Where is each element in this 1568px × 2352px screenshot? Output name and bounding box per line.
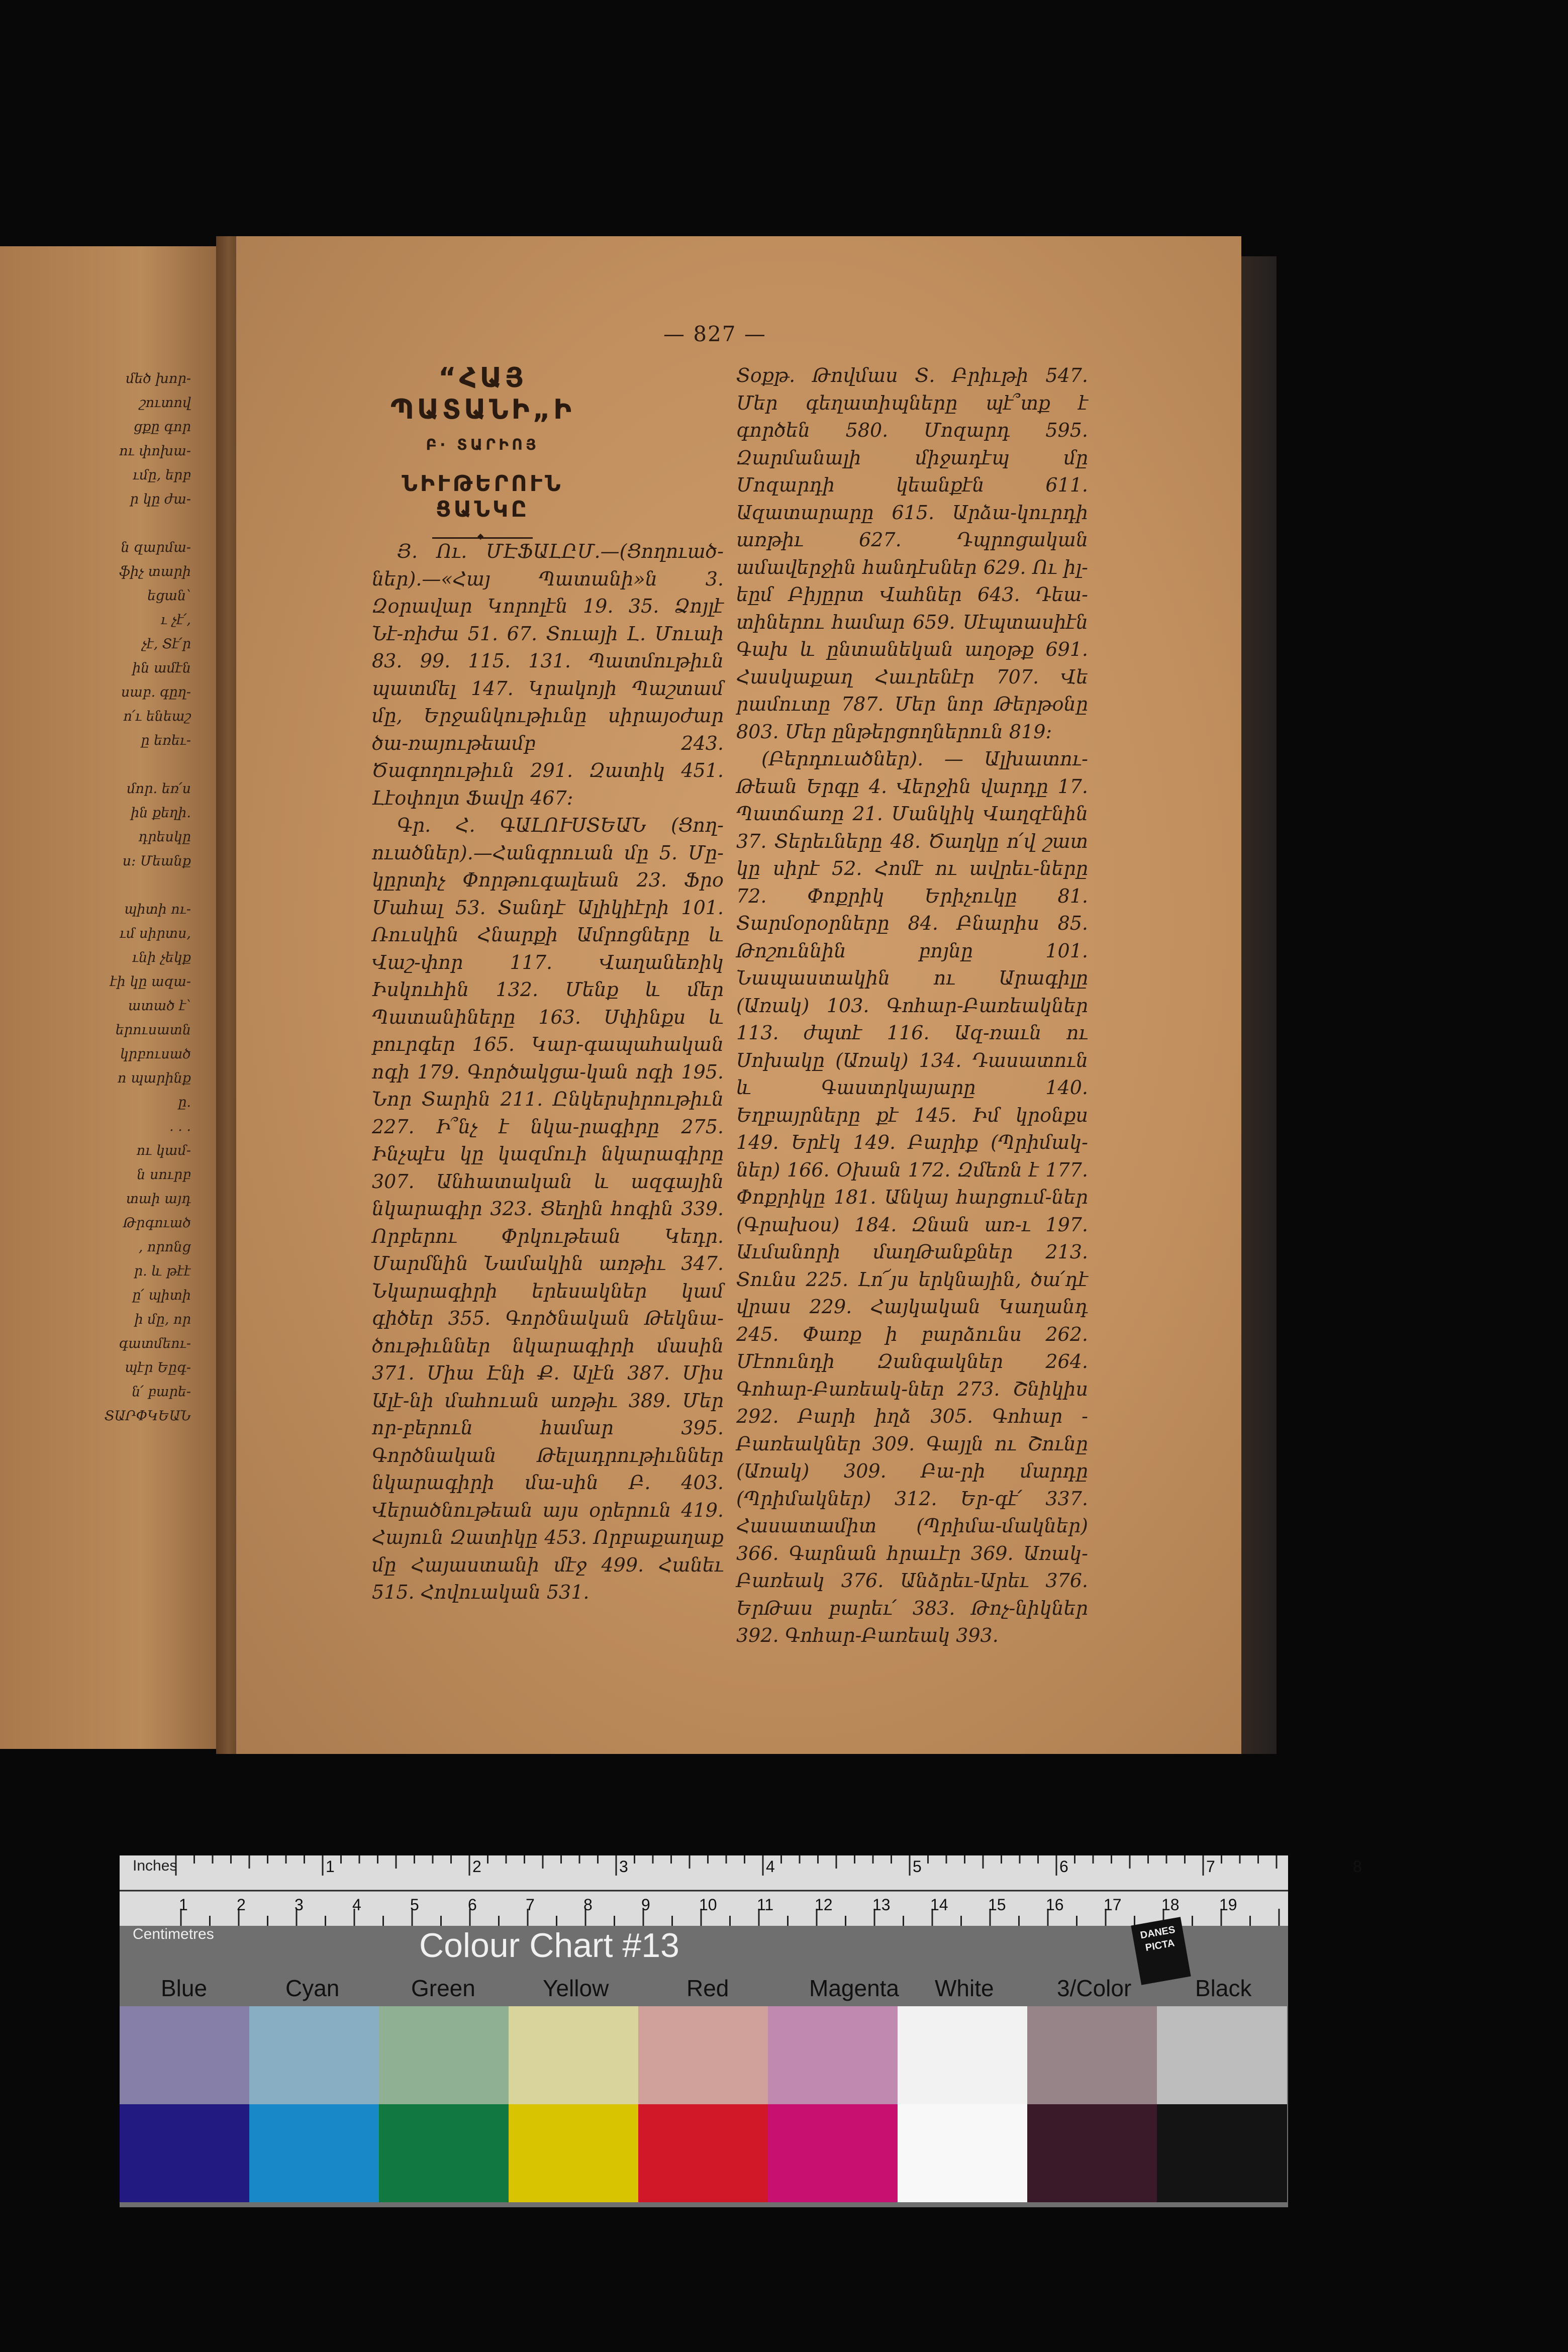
left-page-line: շուտով bbox=[139, 395, 191, 411]
dark-swatch bbox=[120, 2104, 250, 2202]
swatch-label: Magenta bbox=[809, 1975, 900, 2001]
cm-number: 14 bbox=[930, 1896, 948, 1914]
left-page-line: մոր. եռ՛ս bbox=[127, 781, 191, 797]
inch-number: 7 bbox=[1206, 1857, 1215, 1876]
left-page-line: . . . bbox=[169, 1119, 191, 1134]
left-page bbox=[0, 246, 236, 1749]
cm-number: 4 bbox=[352, 1896, 361, 1914]
section-title: ՆԻՒԹԵՐՈՒՆ ՑԱՆԿԸ bbox=[402, 471, 563, 522]
inch-number: 1 bbox=[326, 1857, 335, 1876]
left-page-line: ատած է՝ bbox=[128, 998, 191, 1014]
swatch-label: Red bbox=[687, 1975, 729, 2001]
index-column-left bbox=[372, 538, 724, 1606]
left-page-line: ին ամէն bbox=[132, 660, 191, 676]
dark-swatch bbox=[379, 2104, 509, 2202]
light-swatch bbox=[509, 2006, 639, 2104]
swatch-label: Cyan bbox=[285, 1975, 340, 2001]
left-page-line: ւմը, երբ bbox=[133, 467, 191, 483]
left-page-line: ու փոխա- bbox=[119, 443, 191, 459]
left-page-line: ւ չէ՛, bbox=[160, 612, 191, 628]
left-page-line: ի մը, որ bbox=[134, 1312, 191, 1327]
inch-number: 4 bbox=[766, 1857, 775, 1876]
light-swatch bbox=[1157, 2006, 1287, 2104]
light-swatch bbox=[120, 2006, 250, 2104]
left-page-line: պիտի ու- bbox=[124, 902, 191, 917]
left-page-line: ՏԱՐՓԿԵԱՆ bbox=[104, 1408, 191, 1424]
dark-swatch bbox=[638, 2104, 768, 2202]
left-page-line: ո պարինք bbox=[118, 1070, 191, 1086]
swatch-label: Blue bbox=[161, 1975, 208, 2001]
page-title: “ՀԱՅ ՊԱՏԱՆԻ„Ի bbox=[390, 362, 575, 425]
cm-number: 17 bbox=[1104, 1896, 1122, 1914]
left-page-line: չէ, Տէ՛ր bbox=[142, 636, 191, 652]
left-page-line: էի կը ազա- bbox=[110, 974, 191, 990]
page-number: — 827 — bbox=[663, 322, 766, 346]
light-swatch bbox=[249, 2006, 379, 2104]
index-entry: Գր. Հ. ԳԱԼՈՒՍՏԵԱՆ (Ցող-ուածներ).—Հանգրուան մը 5. Մը-կըրտիչ Փորթուգալեան 23. Ֆրօ Մահալ 53. Տանդէ Ալիկիէրի 101. Ռուսկին Հնարքի Ամրոցները և Վաշ-փոր 117. Վաղանեռիկ Իսկուհին 132. Մենք և մեր Պատանիները 163. Սփինքս և բուրգեր 165. Կար-գապահական ոգի 179. Գործակցա-կան ոգի 195. Նոր Տարին 211. Ընկերսիրութիւն 227. Ի՞նչ է նկա-րագիրը 275. Ինչպէս կը կազմուի նկարագիրը 307. Անհատական և ազգային նկարագիր 323. Ցեղին հոգին 339. Որբերու Փրկութեան Կեդր. Մարմնին Նամակին առթիւ 347. Նկարագիրի երեսակներ կամ գիծեր 355. Գործնական Թեկնա-ծութիւններ նկարագիրի մասին 371. Միա Էնի Ք. Ալէն 387. Միս Ալէ-նի մահուան առթիւ 389. Մեր որ-բերուն համար 395. Գործնական Թելադրութիւններ նկարագիրի մա-սին Բ. 403. Վերածնութեան այս օրերուն 419. Հայուն Զատիկը 453. Որբաքաղաք մը Հայաստանի մէջ 499. Հանեւ 515. Հովուական 531. bbox=[372, 814, 724, 1603]
left-page-line bbox=[0, 512, 191, 536]
index-entry: Տօքթ. Թովմաս Տ. Բրիւթի 547. Մեր գեղատիպները պէ՞տք է գործեն 580. Մոզարդ 595. Զարմանալի միջադէպ մը Մոզարդի կեանքէն 611. Ազատարարը 615. Արձա-կուրդի առթիւ 627. Դպրոցական ամավերջին հանդէսներ 629. Ու իլ-եըմ Բիյըրտ Վահներ 643. Դեա-տիներու համար 659. Սէպտասիէն Գախ և ընտանեկան աղօթք 691. Հասկաքաղ Հաւրենէր 707. Վե րամուտը 787. Մեր նոր Թերթօնը 803. Մեր ընթերցողներուն 819: bbox=[736, 364, 1088, 743]
left-page-line: ն զարմա- bbox=[121, 540, 191, 555]
left-page-line: ն՛ բարե- bbox=[132, 1384, 191, 1400]
light-swatch bbox=[768, 2006, 898, 2104]
inch-number: 5 bbox=[913, 1857, 922, 1876]
cm-number: 5 bbox=[410, 1896, 419, 1914]
inch-number: 3 bbox=[619, 1857, 628, 1876]
left-page-line: ր կը ժա- bbox=[130, 492, 191, 507]
left-page-line: ին քեղի. bbox=[131, 805, 191, 821]
page-subtitle: Բ· ՏԱՐԻՈՅ bbox=[426, 436, 539, 454]
swatch-label: Black bbox=[1195, 1975, 1252, 2001]
ruler-ticks bbox=[120, 1855, 1288, 1926]
cm-number: 9 bbox=[641, 1896, 650, 1914]
left-page-line: կրբուսած bbox=[120, 1046, 191, 1062]
left-page-line: ն սուրբ bbox=[137, 1167, 191, 1183]
left-page-text bbox=[0, 367, 191, 1428]
left-page-line: ս: Մեանք bbox=[122, 853, 191, 869]
left-page-line: եցան՝ bbox=[147, 588, 191, 604]
cm-number: 16 bbox=[1046, 1896, 1064, 1914]
dark-swatch bbox=[1157, 2104, 1287, 2202]
chart-title: Colour Chart #13 bbox=[419, 1926, 679, 1965]
book-page bbox=[236, 236, 1241, 1754]
cm-number: 7 bbox=[526, 1896, 535, 1914]
left-page-line: ը. bbox=[178, 1095, 191, 1110]
cm-number: 6 bbox=[468, 1896, 477, 1914]
cm-number: 1 bbox=[179, 1896, 188, 1914]
inch-number: 2 bbox=[472, 1857, 481, 1876]
inch-number: 6 bbox=[1059, 1857, 1068, 1876]
cm-number: 2 bbox=[237, 1896, 246, 1914]
centimetres-label: Centimetres bbox=[133, 1926, 214, 1942]
index-entry: (Բերդուածներ). — Ալխատու-Թեան Երգը 4. Վերջին վարդը 17. Պատճառը 21. Մանկիկ Վաղզէնին 37. Տերեւները 48. Ծաղկը ո՛վ շատ կը սիրէ 52. Հոմէ ու ավրեւ-ները 72. Փոքրիկ Երիչուկը 81. Տարմօրօրները 84. Բնարիս 85. Թոշուննին բոյնը 101. Նապաստակին ու Արագիլը (Առակ) 103. Գոհար-Բառեակներ 113. ժպտէ 116. Ազ-ռաւն ու Սոխակը (Առակ) 134. Դասատուն և Գաստրկայարը 140. Եղբայրները քէ 145. Իմ կրօնքս 149. Երէկ 149. Բարիք (Պրիմակ-ներ) 166. Օխան 172. Զմեռն է 177. Փոքրիկը 181. Անկայ հարցում-ներ (Գրախօս) 184. Զնան առ-ւ 197. Աւմանորի մաղԹանքներ 213. Տունս 225. Լո՜յս երկնային, ծա՛դէ վրաս 229. Հայկական Կաղանդ 245. Փառք ի բարձունս 262. Մէոունդի Զանգակներ 264. Գոհար-Բառեակ-ներ 273. Շնիկիս 292. Բարի իղձ 305. Գոհար - Բառեակներ 309. Գայլն ու Շունը (Առակ) 309. Բա-րի մարդը (Պրիմակներ) 312. Եր-գէ՛ 337. Հասատամիտ (Պրիմա-մակներ) 366. Գարնան հրաւէր 369. Առակ-Բառեակ 376. Անձրեւ-Արեւ 376. ԵրԹաս բարեւ՛ 383. Թոչ-նիկներ 392. Գոհար-Բառեակ 393. bbox=[736, 748, 1088, 1646]
left-page-line bbox=[0, 753, 191, 777]
inches-label: Inches bbox=[133, 1857, 177, 1874]
swatch-label: White bbox=[935, 1975, 994, 2001]
left-page-line: դրեսկը bbox=[138, 829, 191, 845]
cm-number: 18 bbox=[1161, 1896, 1180, 1914]
index-column-right bbox=[736, 362, 1088, 1649]
light-swatch bbox=[1027, 2006, 1157, 2104]
colour-chart bbox=[120, 1855, 1362, 2207]
left-page-line: , որոնց bbox=[138, 1239, 191, 1255]
cm-number: 12 bbox=[815, 1896, 833, 1914]
left-page-line: Թրգուած bbox=[123, 1215, 191, 1231]
cm-number: 11 bbox=[757, 1896, 774, 1914]
danes-picta-logo: DANES PICTA bbox=[1131, 1917, 1191, 1985]
left-page-line: ֆիչ տարի bbox=[119, 564, 191, 579]
dark-swatch bbox=[768, 2104, 898, 2202]
dark-swatch bbox=[249, 2104, 379, 2202]
left-page-line: գատմեու- bbox=[119, 1336, 191, 1351]
left-page-line: սաբ. գըղ- bbox=[121, 684, 191, 700]
left-page-line: ւնի չեկք bbox=[132, 950, 191, 965]
swatch-label: Yellow bbox=[543, 1975, 609, 2001]
left-page-line: ւմ սիրտս, bbox=[119, 926, 191, 941]
dark-swatch bbox=[1027, 2104, 1157, 2202]
left-page-line: երուսատն bbox=[115, 1022, 191, 1038]
cm-number: 10 bbox=[699, 1896, 717, 1914]
dark-swatch bbox=[898, 2104, 1028, 2202]
left-page-line bbox=[0, 873, 191, 898]
dark-swatch bbox=[509, 2104, 639, 2202]
cm-number: 15 bbox=[988, 1896, 1006, 1914]
left-page-line: ր. և թէէ bbox=[134, 1263, 191, 1279]
left-page-line: ը եռեւ- bbox=[141, 733, 191, 748]
light-swatch bbox=[638, 2006, 768, 2104]
light-swatch bbox=[898, 2006, 1028, 2104]
light-swatch bbox=[379, 2006, 509, 2104]
left-page-line: ու կամ- bbox=[136, 1143, 191, 1158]
left-page-line: ը՛ պիտի bbox=[132, 1288, 191, 1303]
left-page-line: տաի այդ bbox=[126, 1191, 191, 1207]
left-page-line: ո՛ւ ենեաշ bbox=[123, 709, 191, 724]
title-block bbox=[352, 362, 613, 539]
index-entry: Յ. Ու. ՄԷՖԱԼԸՄ.—(Ցողուած-ներ).—«Հայ Պատանի»ն 3. Զօրավար Կորոլէն 19. 35. Ձոյլէ Նէ-ռիժա 51. 67. Տուայի Լ. Մուաի 83. 99. 115. 131. Պատմութիւն պատմել 147. Կրակոյի Պաշտամ մը, Երջանկութիւնը սիրայօժար ծա-ռայութեամբ 243. Ծագողութիւն 291. Զատիկ 451. Լէօփոլտ Ֆավր 467: bbox=[372, 540, 724, 809]
swatch-label: 3/Color bbox=[1057, 1975, 1132, 2001]
left-page-line: ցքը գոր bbox=[134, 419, 191, 435]
swatch-label: Green bbox=[411, 1975, 475, 2001]
cm-number: 3 bbox=[295, 1896, 304, 1914]
inch-number: 8 bbox=[1353, 1857, 1362, 1876]
cm-number: 19 bbox=[1219, 1896, 1237, 1914]
left-page-line: պէր Եըգ- bbox=[125, 1360, 191, 1376]
cm-number: 8 bbox=[583, 1896, 593, 1914]
cm-number: 13 bbox=[872, 1896, 891, 1914]
left-page-line: մեծ խոր- bbox=[126, 371, 191, 386]
